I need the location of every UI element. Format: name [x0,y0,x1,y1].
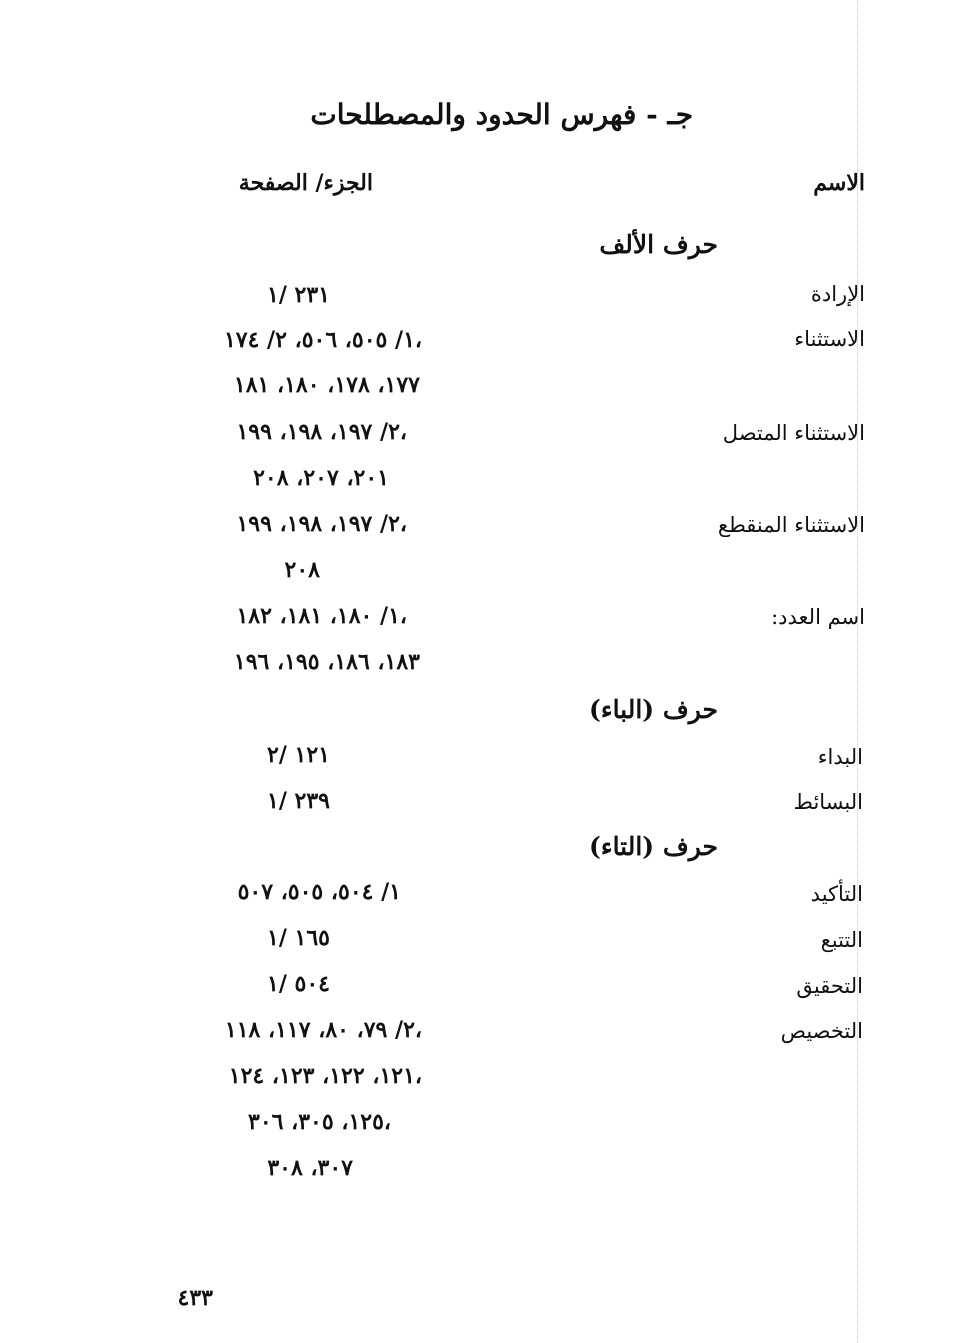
index-term: التأكيد [810,882,863,906]
page-reference: ٢/ ١٩٧، ١٩٨، ١٩٩، [236,419,407,445]
section-letter-alef: حرف الألف [599,230,718,259]
page-edge-divider [857,0,858,1343]
index-term: الاستثناء المتصل [722,421,865,445]
page-reference: ١٢١ /٢ [267,742,330,768]
page-reference: ٢٠١، ٢٠٧، ٢٠٨ [253,465,389,491]
index-term: الإرادة [810,282,865,306]
index-term: الاستثناء المنقطع [717,513,865,537]
page-reference: ١/ ٥٠٤، ٥٠٥، ٥٠٧ [237,879,401,905]
page-reference: ١٦٥ /١ [267,925,330,951]
page-number: ٤٣٣ [177,1285,213,1311]
page-reference: ٢٣١ /١ [267,282,330,308]
page-reference: ٢/ ٧٩، ٨٠، ١١٧، ١١٨، [224,1017,422,1043]
page-title: جـ - فهرس الحدود والمصطلحات [310,98,693,131]
index-term: التحقيق [796,974,863,998]
index-term: التخصيص [780,1019,863,1043]
index-term: اسم العدد: [771,605,865,629]
page-reference: ١٨٣، ١٨٦، ١٩٥، ١٩٦ [233,649,420,675]
page-reference: ٢٠٨ [284,557,320,583]
page-reference: ١٢١، ١٢٢، ١٢٣، ١٢٤، [228,1063,422,1089]
page-reference: ٥٠٤ /١ [267,971,330,997]
section-letter-baa: حرف (الباء) [588,695,718,724]
index-term: البداء [817,745,863,769]
reference-column-header: الجزء/ الصفحة [238,170,373,196]
page-reference: ١/ ١٨٠، ١٨١، ١٨٢، [236,603,407,629]
page-reference: ٢/ ١٩٧، ١٩٨، ١٩٩، [236,511,407,537]
index-term: البسائط [793,790,863,814]
page-reference: ٣٠٧، ٣٠٨ [267,1155,353,1181]
page-reference: ١/ ٥٠٥، ٥٠٦، ٢/ ١٧٤، [223,327,422,353]
index-term: الاستثناء [794,327,865,351]
page-reference: ٢٣٩ /١ [267,788,330,814]
index-term: التتبع [820,928,863,952]
page-reference: ١٢٥، ٣٠٥، ٣٠٦، [248,1109,391,1135]
page-reference: ١٧٧، ١٧٨، ١٨٠، ١٨١ [233,372,420,398]
section-letter-taa: حرف (التاء) [588,832,718,861]
name-column-header: الاسم [813,170,865,196]
